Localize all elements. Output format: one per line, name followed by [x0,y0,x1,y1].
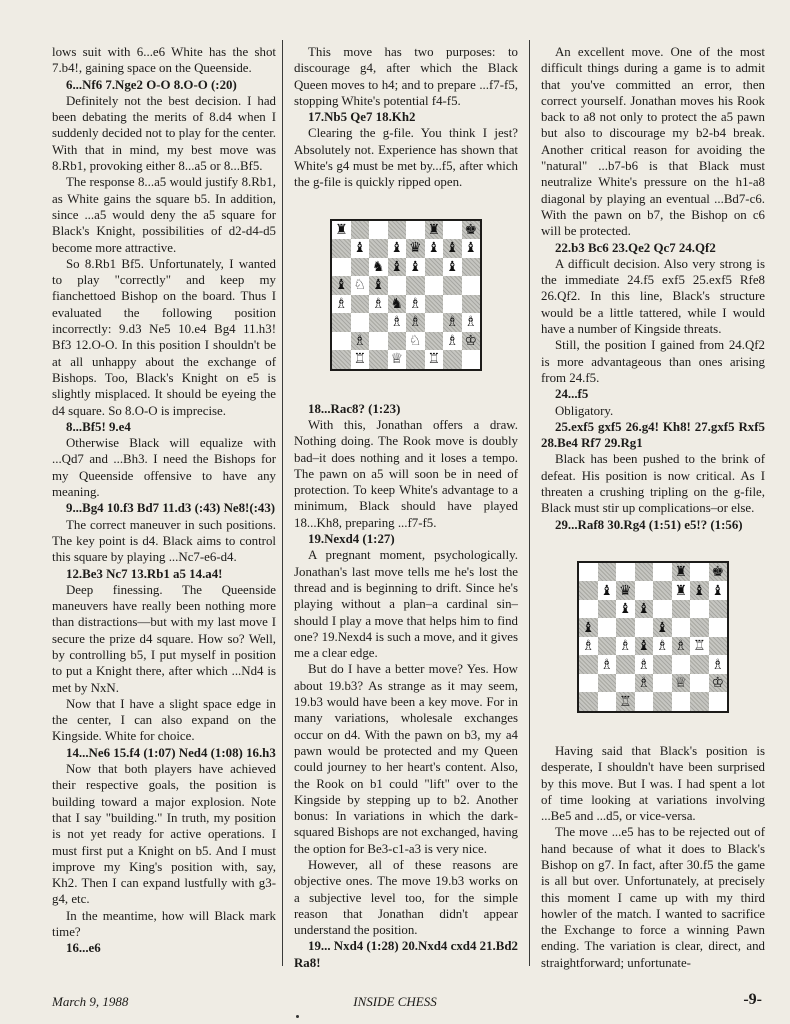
chess-piece: ♗ [371,295,385,312]
paragraph: Definitely not the best decision. I had been debating the merits of 8.d4 when I suddenly decided not to play for the center. With that in mind, my best move was 8.Rb1, provoking either 8...a5 or 8...Bf5. [52,93,276,174]
paragraph: However, all of these reasons are objective ones. The move 19.b3 works on a subjective level too, for the simple reason that Jonathan didn't appear understand the position. [294,857,518,938]
move-heading: 18...Rac8? (1:23) [308,401,401,416]
board-square [462,295,481,314]
board-square [406,221,425,240]
chess-piece: ♛ [616,581,635,600]
chess-piece: ♗ [655,638,669,655]
paragraph: Deep finessing. The Queenside maneuvers have really been nothing more than distractions—but with my last move I secure the prize d4 square. How so? Well, by controlling b5, I put myself in position to put a Knight there, after which ...Nd4 is met by NxN. [52,582,276,695]
chess-piece: ♗ [600,656,614,673]
magazine-title: INSIDE CHESS [353,994,437,1009]
page-number: -9- [743,991,762,1008]
chess-diagram-move-18 [330,219,482,371]
board-square [616,618,635,637]
column-right-bottom [541,743,765,971]
chess-piece: ♝ [445,258,459,275]
board-square [425,295,444,314]
chess-piece: ♝ [618,601,632,618]
board-square [443,221,462,240]
paragraph: lows suit with 6...e6 White has the shot 7.b4!, gaining space on the Queenside. [52,45,276,76]
board-square [672,618,691,637]
chess-piece: ♗ [390,314,404,331]
board-square [709,637,728,656]
board-square [332,258,351,277]
column-rule-left [282,40,283,966]
chess-piece: ♔ [709,674,728,693]
chess-piece: ♝ [332,276,351,295]
column-rule-right [529,40,530,966]
move-heading: 19.Nexd4 (1:27) [308,532,395,547]
chess-piece: ♕ [672,674,691,693]
board-square [579,674,598,693]
chess-piece: ♗ [581,638,595,655]
board-square [690,692,709,711]
chess-piece: ♞ [388,295,407,314]
column-left [52,44,276,957]
board-square [690,655,709,674]
board-square [690,618,709,637]
board-square [462,258,481,277]
chess-piece: ♝ [408,258,422,275]
paragraph: The response 8...a5 would justify 8.Rb1, as White gains the square b5. In addition, since ...a5 would deny the a5 square for Black's Knight, possibilities of d2-d4-d5 become more attractive. [52,175,276,255]
move-heading: 16...e6 [66,941,101,956]
chess-piece: ♗ [711,656,725,673]
board-square [369,350,388,369]
chess-piece: ♖ [353,351,367,368]
chess-piece: ♝ [579,618,598,637]
paragraph: A difficult decision. Also very strong is the immediate 24.f5 exf5 25.exf5 Rfe8 26.Qf2. In this line, Black's structure would be a little tattered, while I would have a number of Kingside threats. [541,256,765,337]
chess-piece: ♜ [674,582,688,599]
chess-piece: ♝ [390,240,404,257]
board-square [709,600,728,619]
chess-piece: ♝ [690,581,709,600]
chess-piece: ♗ [408,295,422,312]
board-square [616,563,635,582]
paragraph: Having said that Black's position is desperate, I shouldn't have been surprised by this move. But I was. I had spent a lot of time looking at variations involving ...Be5 and ...d5, or vice-versa. [541,743,765,824]
board-square [598,674,617,693]
board-square [443,276,462,295]
board-square [579,692,598,711]
board-square [690,600,709,619]
board-square [579,581,598,600]
board-square [653,581,672,600]
board-square [690,674,709,693]
board-square [425,332,444,351]
move-heading: 22.b3 Bc6 23.Qe2 Qc7 24.Qf2 [555,240,716,255]
board-square [332,313,351,332]
board-square [462,276,481,295]
board-square [425,258,444,277]
chess-piece: ♘ [353,277,367,294]
board-square [635,618,654,637]
chess-piece: ♝ [388,258,407,277]
board-square [579,600,598,619]
move-heading: 24...f5 [555,387,589,402]
board-square [579,563,598,582]
move-heading: 8...Bf5! 9.e4 [66,419,131,434]
paragraph: With this, Jonathan offers a draw. Nothing doing. The Rook move is doubly bad–it does nothing and it loses a tempo. The pawn on a5 will soon be in need of protection. To keep White's advantage to a minimum, Black should have played 18...Kh8, preparing ...f7-f5. [294,417,518,530]
board-square [635,581,654,600]
paragraph: Black has been pushed to the brink of defeat. His position is now critical. As I threaten a crushing tripling on the g-file, Black must stir up complications–or else. [541,452,765,516]
chess-piece: ♝ [443,239,462,258]
board-square [369,239,388,258]
paragraph: So 8.Rb1 Bf5. Unfortunately, I wanted to play "correctly" and keep my fianchettoed Bishop on the board. Thus I evaluated the following position incorrectly: 9.d3 Ne5 10.e4 Bg4 11.h3! Bf3 12.O-O. In this position I shouldn't be at all unhappy about the exchange of Bishops. Too, Black's Knight on e5 is slightly misplaced. It should be eyeing the d4 square. So 8.O-O is imprecise. [52,256,276,418]
board-square [653,655,672,674]
paragraph: The move ...e5 has to be rejected out of hand because of what it does to Black's Bishop on g7. In fact, after 30.f5 the game is all but over. Unfortunately, at precisely this moment I came up with my third howler of the match. I wanted to sacrifice the Exchange to force a winning Pawn ending. The variation is clear, direct, and straightforward; unfortunate- [541,825,765,970]
chess-piece: ♖ [427,351,441,368]
chess-piece: ♗ [334,295,348,312]
board-square [672,692,691,711]
chess-piece: ♜ [425,221,444,240]
chess-piece: ♗ [635,674,654,693]
board-square [425,276,444,295]
board-square [709,618,728,637]
move-heading: 9...Bg4 10.f3 Bd7 11.d3 (:43) Ne8!(:43) [66,501,276,516]
board-square [598,618,617,637]
board-square [635,692,654,711]
chess-piece: ♗ [406,313,425,332]
column-right [541,44,765,971]
board-square [332,332,351,351]
chess-piece: ♗ [672,637,691,656]
board-square [369,313,388,332]
chess-piece: ♛ [406,239,425,258]
board-square [406,276,425,295]
board-square [425,313,444,332]
chess-piece: ♖ [692,638,706,655]
board-square [598,600,617,619]
paragraph: Otherwise Black will equalize with ...Qd7 and ...Bh3. I need the Bishops for my Queenside offensive to have any meaning. [52,436,276,500]
board-square [332,239,351,258]
board-square [351,221,370,240]
chess-piece: ♗ [443,313,462,332]
paragraph: A pregnant moment, psychologically. Jonathan's last move tells me he's lost the thread and is beginning to drift. Since he's playing without a plan–a cardinal sin–should I play a move that helps him to find one? 19.Nexd4 is such a move, and it gives me a clear edge. [294,548,518,661]
paragraph: Now that both players have achieved their respective goals, the position is building toward a major explosion. Note that I say "building." In truth, my position is not yet ready for active operations. I must first put a Knight on b5. And I must improve my King's position with, say, Kh2. Then I can expand lustfully with g3-g4, etc. [52,762,276,907]
chess-piece: ♚ [709,563,728,582]
board-square [388,221,407,240]
column-middle-top [294,44,518,191]
column-right-top [541,44,765,533]
board-square [443,350,462,369]
chess-piece: ♝ [635,600,654,619]
board-square [332,350,351,369]
print-mark-dot [296,1015,299,1018]
move-heading: 17.Nb5 Qe7 18.Kh2 [308,110,416,125]
move-heading: 29...Raf8 30.Rg4 (1:51) e5!? (1:56) [555,517,743,532]
chess-piece: ♝ [653,618,672,637]
board-square [616,655,635,674]
board-square [653,563,672,582]
board-square [369,221,388,240]
board-square [351,295,370,314]
board-square [406,350,425,369]
board-square [598,637,617,656]
move-heading: 12.Be3 Nc7 13.Rb1 a5 14.a4! [66,566,223,581]
chess-piece: ♖ [616,692,635,711]
move-heading: 25.exf5 gxf5 26.g4! Kh8! 27.gxf5 Rxf5 28.Be4 Rf7 29.Rg1 [541,419,765,451]
paragraph: Now that I have a slight space edge in the center, I can also expand on the Kingside. White for choice. [52,696,276,744]
chess-piece: ♜ [334,221,348,238]
board-square [369,332,388,351]
board-square [653,600,672,619]
paragraph: Obligatory. [555,403,614,418]
paragraph: An excellent move. One of the most difficult things during a game is to admit that you've committed an error, then correct yourself. Jonathan moves his Rook back to a8 not only to protect the a5 pawn but also to discourage my b2-b4 break. Another critical reason for avoiding the "natural" ...b7-b6 is that Black must neutralize White's pressure on the h1-a8 diagonal by playing an eventual ...Bd7-c6. With the pawn on b7, the Bishop on c6 will be protected. [541,45,765,239]
paragraph: Still, the position I gained from 24.Qf2 is more advantageous than ones arising from 24.f5. [541,338,765,385]
chess-piece: ♘ [408,332,422,349]
board-square [653,674,672,693]
board-square [672,655,691,674]
chess-piece: ♗ [445,332,459,349]
board-square [388,332,407,351]
board-square [579,655,598,674]
paragraph: The correct maneuver in such positions. The key point is d4. Black aims to control this square by playing ...Nc7-e6-d4. [52,517,276,565]
board-square [709,692,728,711]
chess-piece: ♕ [390,351,404,368]
chess-piece: ♝ [600,582,614,599]
move-heading: 14...Ne6 15.f4 (1:07) Ned4 (1:08) 16.h3 [66,745,276,760]
chess-piece: ♜ [672,563,691,582]
chess-piece: ♗ [464,314,478,331]
chess-piece: ♝ [635,637,654,656]
board-square [653,692,672,711]
chess-piece: ♔ [462,332,481,351]
board-square [690,563,709,582]
move-heading: 19... Nxd4 (1:28) 20.Nxd4 cxd4 21.Bd2 Ra8! [294,939,518,970]
chess-piece: ♝ [353,240,367,257]
paragraph: Clearing the g-file. You think I jest? Absolutely not. Experience has shown that White's g4 must be met by...f5, after which the g-file is quickly ripped open. [294,126,518,190]
board-square [462,350,481,369]
chess-piece: ♝ [464,240,478,257]
column-middle-bottom [294,401,518,971]
board-square [388,276,407,295]
move-heading: 6...Nf6 7.Nge2 O-O 8.O-O (:20) [66,77,237,92]
chess-piece: ♚ [462,221,481,240]
paragraph: In the meantime, how will Black mark time? [52,908,276,940]
column-middle [294,44,518,971]
chess-piece: ♗ [637,656,651,673]
chess-piece: ♞ [371,258,385,275]
board-square [351,258,370,277]
chess-piece: ♗ [618,638,632,655]
chess-diagram-move-30 [577,561,729,713]
chess-piece: ♝ [711,582,725,599]
issue-date: March 9, 1988 [52,994,129,1009]
board-square [672,600,691,619]
chess-piece: ♗ [351,332,370,351]
board-square [443,295,462,314]
paragraph: This move has two purposes: to discourage g4, after which the Black Queen moves to h4; and to prepare ...f7-f5, stopping White's potential f4-f5. [294,45,518,108]
board-square [351,313,370,332]
board-square [616,674,635,693]
board-square [635,563,654,582]
board-square [598,692,617,711]
paragraph: But do I have a better move? Yes. How about 19.b3? As strange as it may seem, 19.b3 would have been a key move. For in many variations, wholesale exchanges occur on d4. With the pawn on b3, my a4 pawn would be protected and my Queen could journey to her heart's content. Also, the Rook on b1 could "lift" over to the Kingside by stepping up to b2. Another bonus: In variations in which the dark-squared Bishops are not exchanged, having the option for Be3-c1-a3 is very nice. [294,662,518,856]
chess-piece: ♝ [427,240,441,257]
chess-piece: ♝ [369,276,388,295]
board-square [598,563,617,582]
